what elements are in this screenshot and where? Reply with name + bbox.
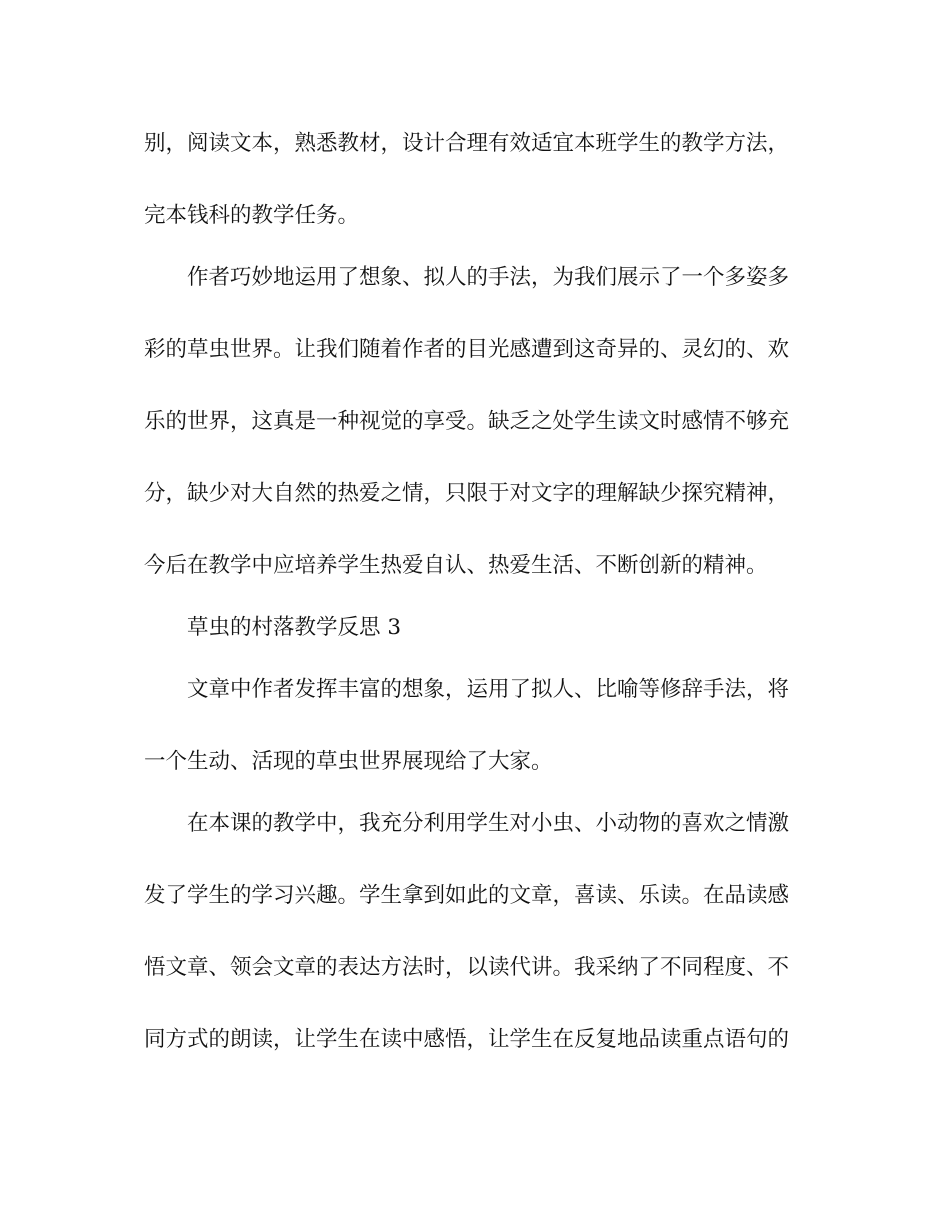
paragraph-line: 别，阅读文本，熟悉教材，设计合理有效适宜本班学生的教学方法，: [144, 131, 790, 156]
paragraph-line: 悟文章、领会文章的表达方法时，以读代讲。我采纳了不同程度、不: [144, 955, 790, 980]
paragraph-line: 今后在教学中应培养学生热爱自认、热爱生活、不断创新的精神。: [144, 553, 768, 578]
paragraph-line: 完本钱科的教学任务。: [144, 203, 360, 228]
paragraph-line: 在本课的教学中，我充分利用学生对小虫、小动物的喜欢之情激: [187, 811, 790, 836]
paragraph-line: 彩的草虫世界。让我们随着作者的目光感遭到这奇异的、灵幻的、欢: [144, 337, 790, 362]
paragraph-line: 分，缺少对大自然的热爱之情，只限于对文字的理解缺少探究精神，: [144, 481, 790, 506]
paragraph-line: 作者巧妙地运用了想象、拟人的手法，为我们展示了一个多姿多: [187, 265, 790, 290]
paragraph-line: 发了学生的学习兴趣。学生拿到如此的文章，喜读、乐读。在品读感: [144, 883, 790, 908]
paragraph-line: 同方式的朗读，让学生在读中感悟，让学生在反复地品读重点语句的: [144, 1027, 790, 1052]
section-heading: 草虫的村落教学反思 3: [187, 615, 402, 640]
paragraph-line: 乐的世界，这真是一种视觉的享受。缺乏之处学生读文时感情不够充: [144, 409, 790, 434]
paragraph-line: 文章中作者发挥丰富的想象，运用了拟人、比喻等修辞手法，将: [187, 677, 790, 702]
paragraph-line: 一个生动、活现的草虫世界展现给了大家。: [144, 749, 553, 774]
